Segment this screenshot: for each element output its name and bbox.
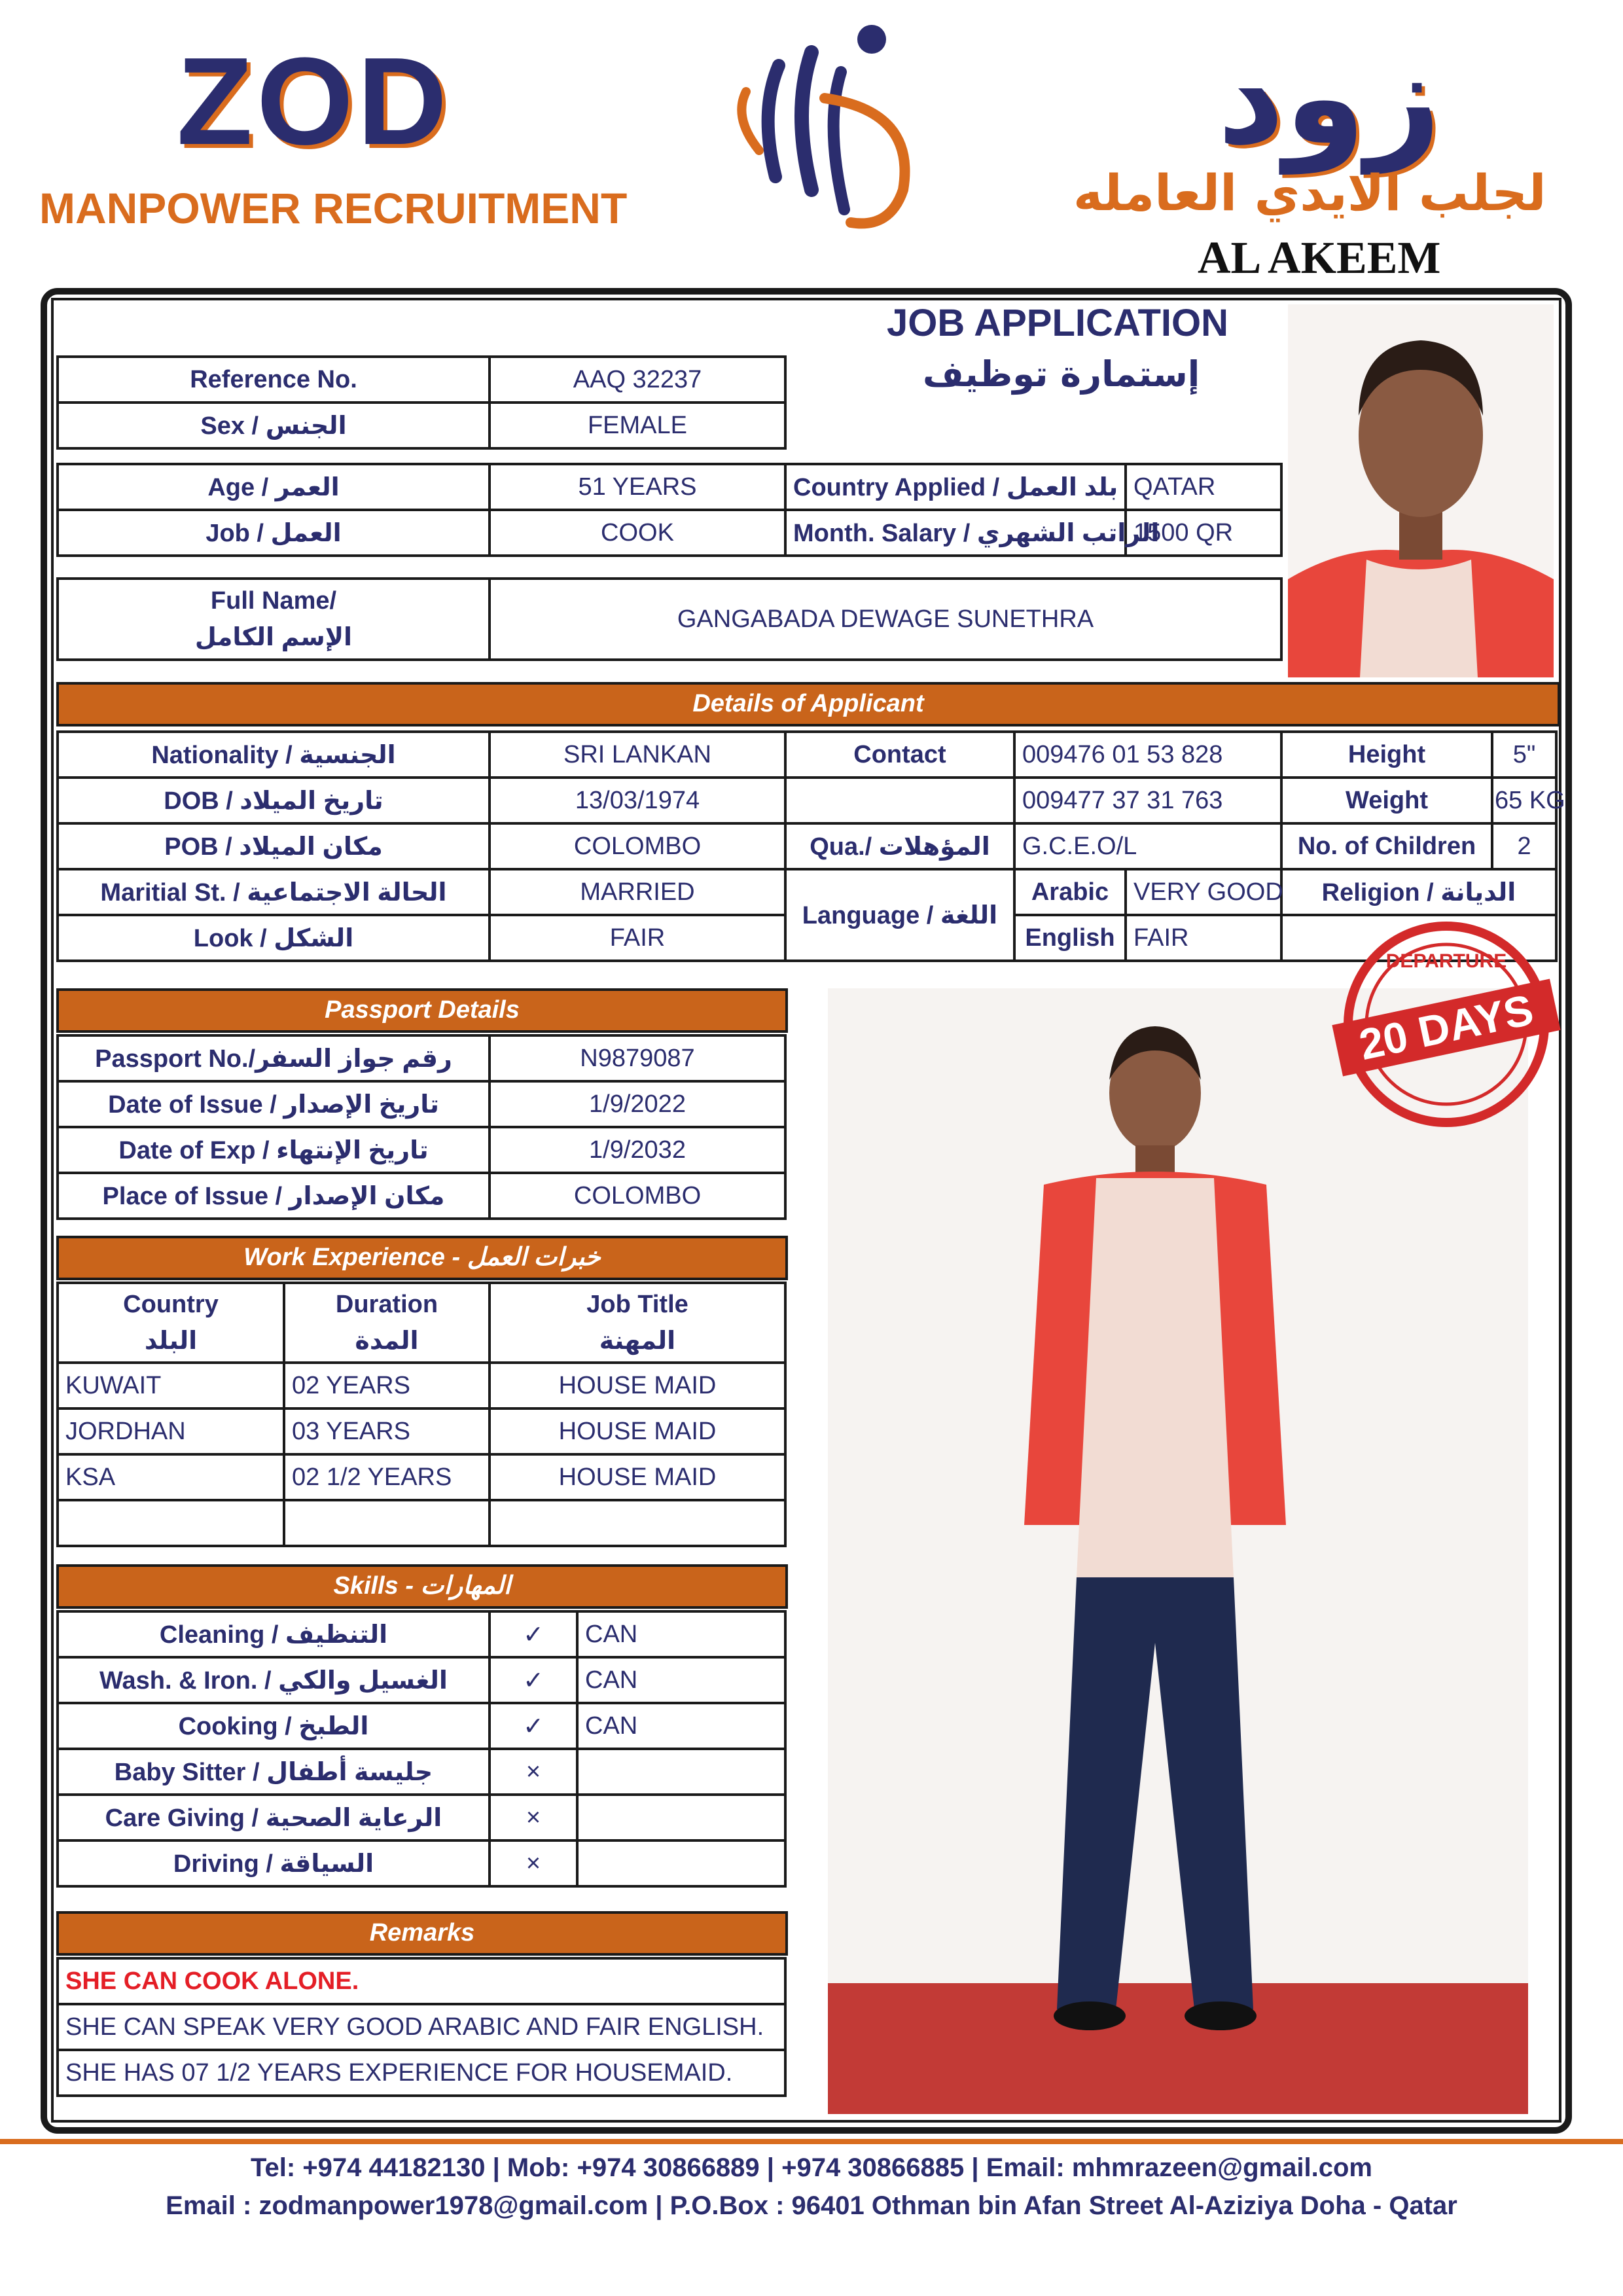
age-job-table (56, 463, 1283, 557)
contact-value-1: 009476 01 53 828 (1014, 732, 1281, 778)
passport-no-label: Passport No./رقم جواز السفر (58, 1035, 490, 1081)
experience-header-country (58, 1283, 284, 1363)
contact-label: Contact (785, 732, 1014, 778)
salary-label: Month. Salary / الراتب الشهري (785, 510, 1126, 556)
issue-date-label: Date of Issue / تاريخ الإصدار (58, 1081, 490, 1127)
expiry-date-label: Date of Exp / تاريخ الإنتهاء (58, 1127, 490, 1173)
contact-empty-cell (785, 778, 1014, 823)
height-label: Height (1281, 732, 1492, 778)
check-icon: ✓ (490, 1703, 577, 1749)
look-label: Look / الشكل (58, 915, 490, 961)
applicant-full-photo (828, 988, 1528, 2114)
passport-bar: Passport Details (56, 988, 788, 1033)
sex-label: Sex / الجنس (58, 403, 490, 448)
footer-contact-line-1: Tel: +974 44182130 | Mob: +974 30866889 | +974 30866885 | Email: mhmrazeen@gmail.com (251, 2153, 1372, 2182)
fullname-label-ar: الإسم الكامل (194, 624, 353, 651)
religion-label: Religion / الديانة (1281, 869, 1556, 915)
experience-jobtitle (490, 1500, 785, 1546)
pob-value: COLOMBO (490, 823, 785, 869)
skill-value (577, 1795, 785, 1840)
details-table (56, 730, 1565, 962)
place-of-issue-value: COLOMBO (490, 1173, 785, 1219)
experience-header-duration (284, 1283, 490, 1363)
fullname-label-en: Full Name/ (210, 587, 337, 615)
skill-value: CAN (577, 1657, 785, 1703)
skill-row (58, 1749, 785, 1795)
skill-row (58, 1840, 785, 1886)
experience-header-jobtitle-en: Job Title (586, 1291, 688, 1318)
page-title: JOB APPLICATION (887, 302, 1229, 344)
arabic-language-value: VERY GOOD (1126, 869, 1281, 915)
remark-line: SHE CAN COOK ALONE. (58, 1958, 785, 2004)
pob-label: POB / مكان الميلاد (58, 823, 490, 869)
age-value: 51 YEARS (490, 464, 785, 510)
skill-label: Cooking / الطبخ (58, 1703, 490, 1749)
passport-no-row (58, 1035, 785, 1081)
passport-table (56, 1034, 787, 1220)
job-label: Job / العمل (58, 510, 490, 556)
remark-line: SHE CAN SPEAK VERY GOOD ARABIC AND FAIR ENGLISH. (58, 2004, 785, 2050)
experience-country: JORDHAN (58, 1408, 284, 1454)
contact-value-2: 009477 37 31 763 (1014, 778, 1281, 823)
place-of-issue-row (58, 1173, 785, 1219)
remarks-table (56, 1957, 787, 2097)
experience-header-jobtitle (490, 1283, 785, 1363)
experience-header-row (58, 1283, 785, 1363)
skills-bar: Skills - المهارات (56, 1564, 788, 1609)
experience-table (56, 1282, 787, 1547)
expiry-date-row (58, 1127, 785, 1173)
experience-jobtitle: HOUSE MAID (490, 1408, 785, 1454)
check-icon: ✓ (490, 1611, 577, 1657)
english-language-label: English (1014, 915, 1126, 961)
country-applied-label: Country Applied / بلد العمل (785, 464, 1126, 510)
experience-row (58, 1500, 785, 1546)
skill-label: Driving / السياقة (58, 1840, 490, 1886)
reference-value: AAQ 32237 (490, 357, 785, 403)
nationality-label: Nationality / الجنسية (58, 732, 490, 778)
experience-duration: 02 1/2 YEARS (284, 1454, 490, 1500)
marital-row (58, 869, 1556, 915)
stamp-main-text: 20 DAYS (1355, 984, 1538, 1069)
marital-value: MARRIED (490, 869, 785, 915)
fullname-table (56, 577, 1283, 661)
reference-label: Reference No. (58, 357, 490, 403)
dob-label: DOB / تاريخ الميلاد (58, 778, 490, 823)
remark-row (58, 2050, 785, 2096)
children-label: No. of Children (1281, 823, 1492, 869)
dob-row (58, 778, 1556, 823)
footer-contact-line-2: Email : zodmanpower1978@gmail.com | P.O.Box : 96401 Othman bin Afan Street Al-Aziziya Doha - Qatar (166, 2191, 1457, 2220)
skill-value (577, 1749, 785, 1795)
remark-line: SHE HAS 07 1/2 YEARS EXPERIENCE FOR HOUSEMAID. (58, 2050, 785, 2096)
weight-label: Weight (1281, 778, 1492, 823)
arabic-language-label: Arabic (1014, 869, 1126, 915)
qualification-label: Qua./ المؤهلات (785, 823, 1014, 869)
company-logo-icon (720, 13, 929, 229)
skill-row (58, 1611, 785, 1657)
age-row (58, 464, 1281, 510)
remark-row (58, 2004, 785, 2050)
brand-subtitle: MANPOWER RECRUITMENT (39, 184, 628, 232)
job-value: COOK (490, 510, 785, 556)
experience-duration: 03 YEARS (284, 1408, 490, 1454)
age-label: Age / العمر (58, 464, 490, 510)
remark-row (58, 1958, 785, 2004)
departure-stamp-icon (1338, 916, 1554, 1132)
experience-country: KUWAIT (58, 1363, 284, 1408)
details-bar: Details of Applicant (56, 682, 1560, 726)
experience-header-country-ar: البلد (144, 1327, 198, 1355)
remarks-bar: Remarks (56, 1911, 788, 1956)
skill-row (58, 1657, 785, 1703)
language-label: Language / اللغة (785, 869, 1014, 961)
skill-row (58, 1703, 785, 1749)
page-title-arabic: إستمارة توظيف (923, 353, 1200, 395)
qualification-value: G.C.E.O/L (1014, 823, 1281, 869)
reference-row (58, 357, 785, 403)
skill-label: Cleaning / التنظيف (58, 1611, 490, 1657)
experience-header-jobtitle-ar: المهنة (599, 1327, 676, 1355)
skill-value: CAN (577, 1703, 785, 1749)
skill-row (58, 1795, 785, 1840)
al-akeem-label: AL AKEEM (1198, 233, 1441, 283)
height-value: 5" (1492, 732, 1556, 778)
reference-table (56, 355, 787, 450)
sex-value: FEMALE (490, 403, 785, 448)
experience-header-duration-en: Duration (335, 1291, 438, 1318)
skill-value (577, 1840, 785, 1886)
arabic-brand-text: زود (1217, 22, 1442, 174)
experience-duration (284, 1500, 490, 1546)
skill-value: CAN (577, 1611, 785, 1657)
nationality-row (58, 732, 1556, 778)
look-value: FAIR (490, 915, 785, 961)
fullname-value: GANGABADA DEWAGE SUNETHRA (490, 579, 1281, 660)
cross-icon: × (490, 1749, 577, 1795)
experience-country: KSA (58, 1454, 284, 1500)
english-language-value: FAIR (1126, 915, 1281, 961)
sex-row (58, 403, 785, 448)
cross-icon: × (490, 1840, 577, 1886)
arabic-subtitle: لجلب الايدي العامله (1073, 164, 1546, 222)
skill-label: Care Giving / الرعاية الصحية (58, 1795, 490, 1840)
brand-logo-text: ZOD (177, 32, 452, 171)
experience-bar: Work Experience - خبرات العمل (56, 1236, 788, 1280)
dob-value: 13/03/1974 (490, 778, 785, 823)
passport-no-value: N9879087 (490, 1035, 785, 1081)
experience-header-duration-ar: المدة (355, 1327, 419, 1355)
applicant-portrait (1288, 304, 1554, 677)
marital-label: Maritial St. / الحالة الاجتماعية (58, 869, 490, 915)
skills-table (56, 1610, 787, 1888)
skill-label: Wash. & Iron. / الغسيل والكي (58, 1657, 490, 1703)
experience-country (58, 1500, 284, 1546)
skill-label: Baby Sitter / جليسة أطفال (58, 1749, 490, 1795)
portrait-figure-icon (1288, 304, 1554, 677)
nationality-value: SRI LANKAN (490, 732, 785, 778)
experience-header-country-en: Country (123, 1291, 219, 1318)
pob-row (58, 823, 1556, 869)
experience-row (58, 1408, 785, 1454)
expiry-date-value: 1/9/2032 (490, 1127, 785, 1173)
cross-icon: × (490, 1795, 577, 1840)
place-of-issue-label: Place of Issue / مكان الإصدار (58, 1173, 490, 1219)
weight-value: 65 KG (1492, 778, 1556, 823)
country-applied-value: QATAR (1126, 464, 1281, 510)
fullname-row (58, 579, 1281, 660)
children-value: 2 (1492, 823, 1556, 869)
fullname-label (58, 579, 490, 660)
footer-divider (0, 2139, 1623, 2144)
experience-duration: 02 YEARS (284, 1363, 490, 1408)
issue-date-row (58, 1081, 785, 1127)
full-body-figure-icon (828, 988, 1528, 2114)
stamp-top-text: DEPARTURE (1385, 950, 1507, 972)
experience-jobtitle: HOUSE MAID (490, 1454, 785, 1500)
experience-row (58, 1454, 785, 1500)
check-icon: ✓ (490, 1657, 577, 1703)
experience-row (58, 1363, 785, 1408)
job-row (58, 510, 1281, 556)
salary-value: 1500 QR (1126, 510, 1281, 556)
experience-jobtitle: HOUSE MAID (490, 1363, 785, 1408)
issue-date-value: 1/9/2022 (490, 1081, 785, 1127)
